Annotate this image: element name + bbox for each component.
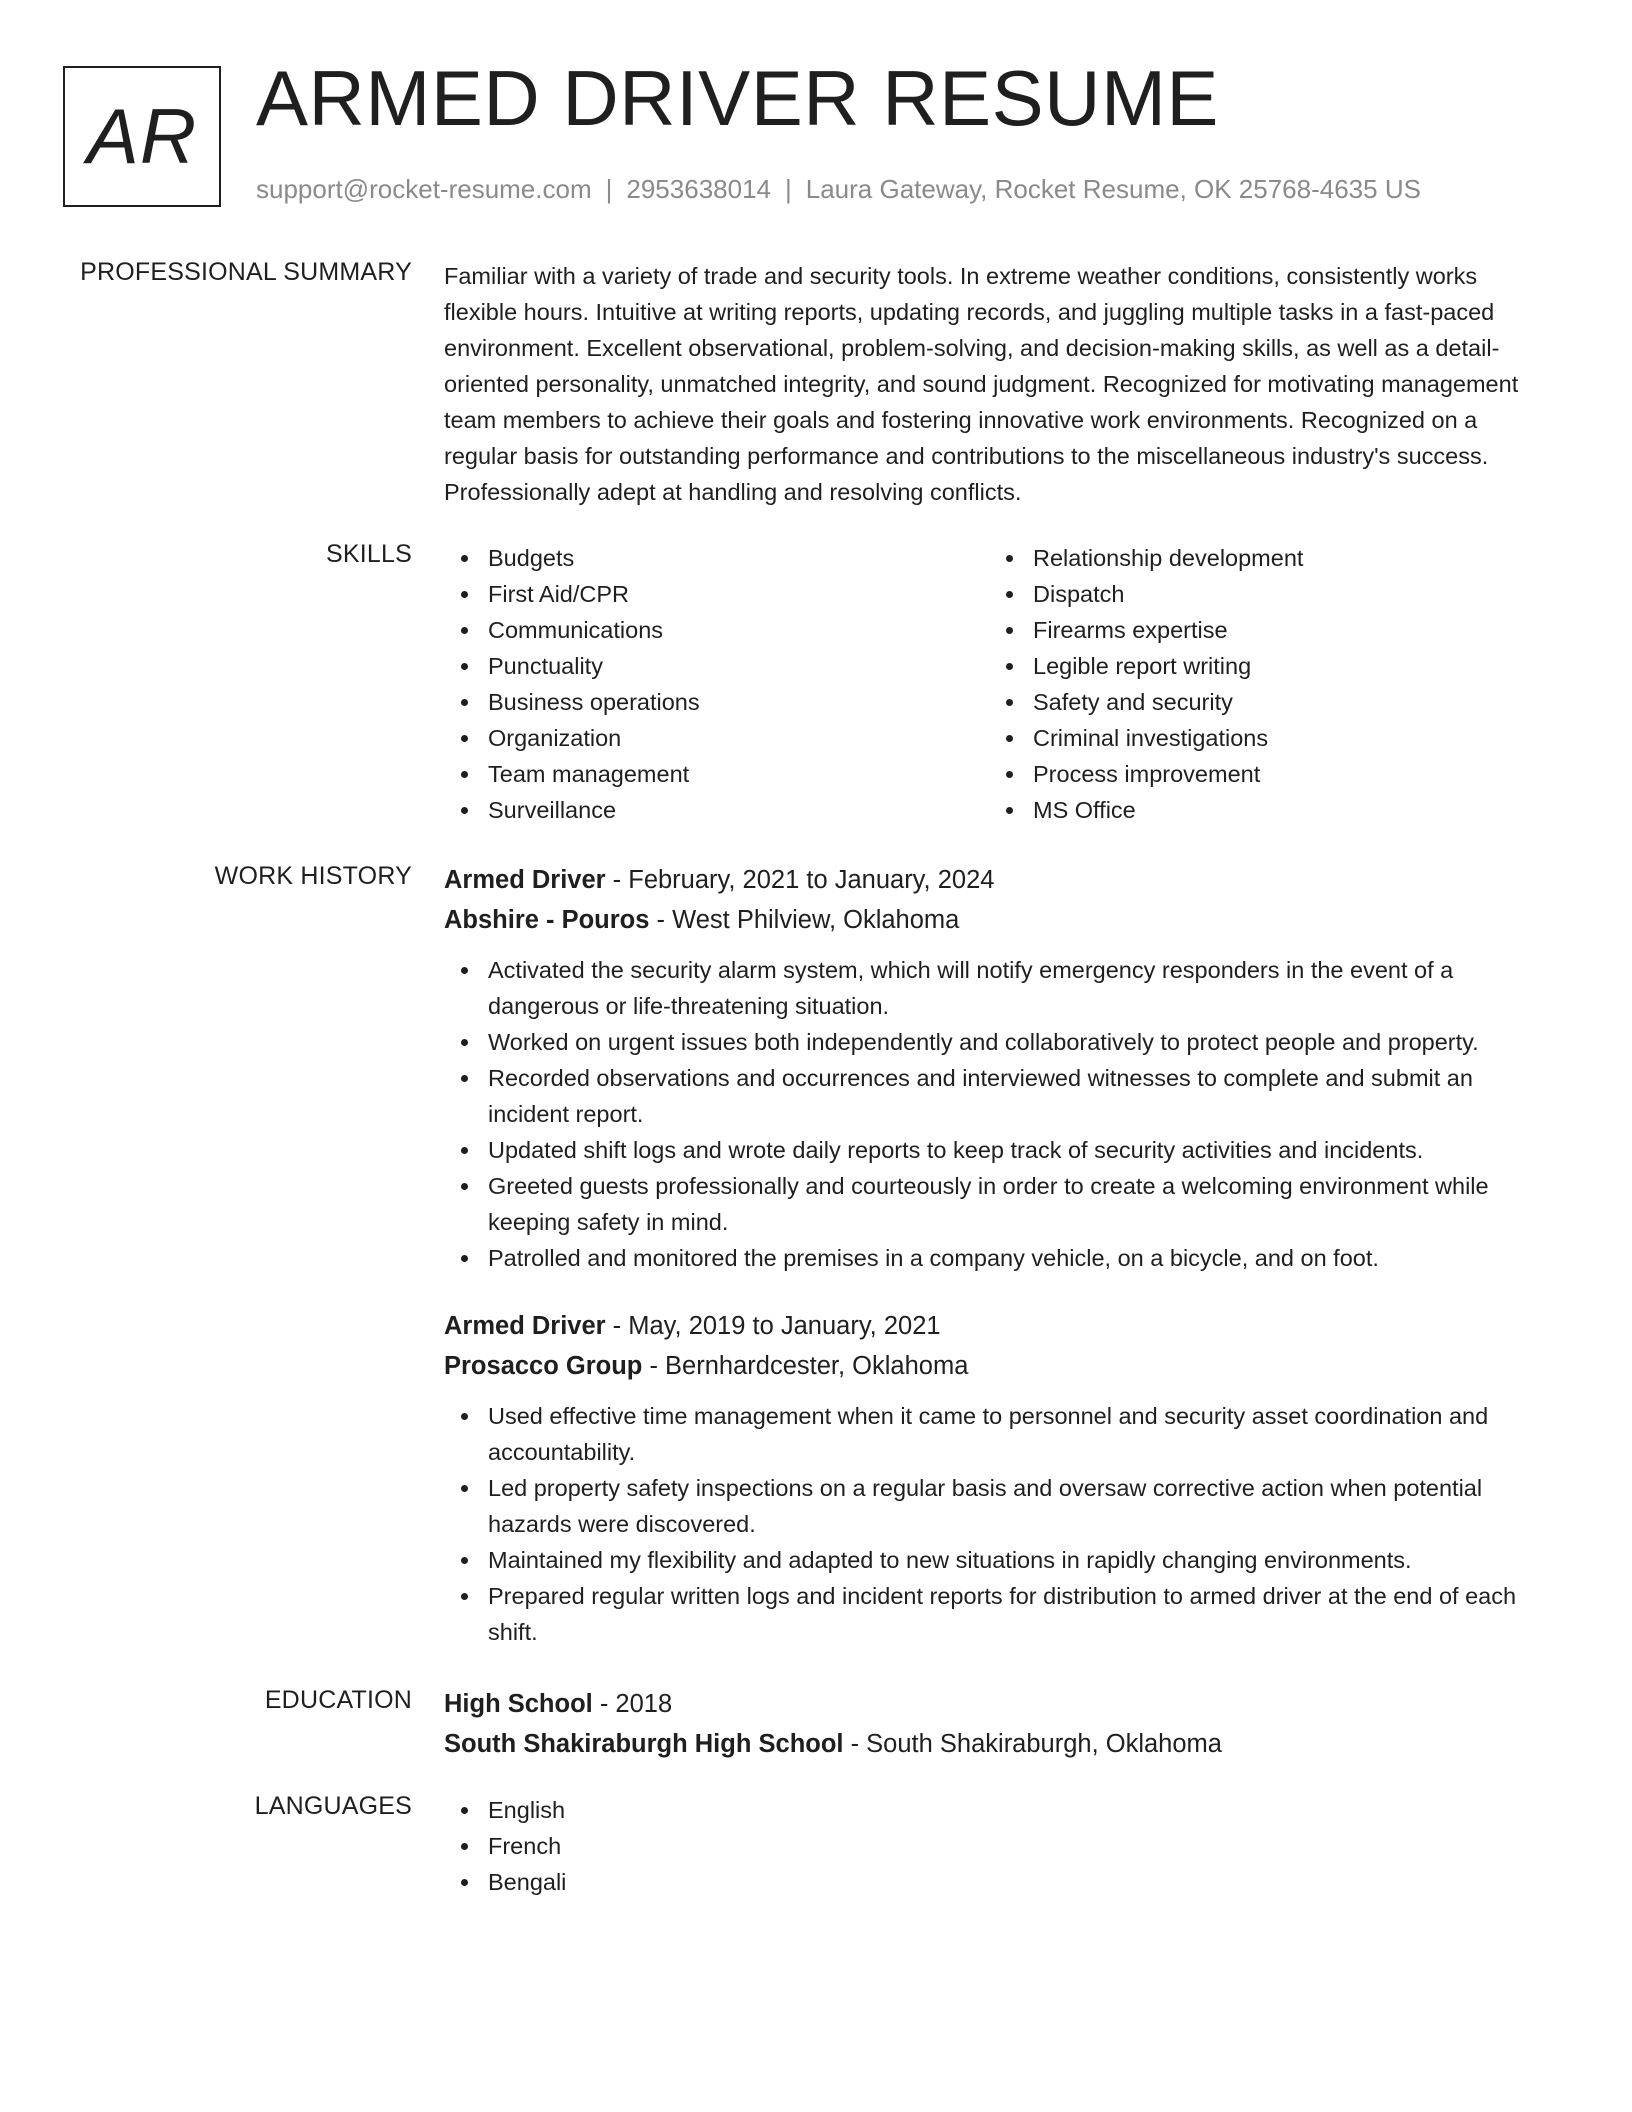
skill-item: Firearms expertise — [1033, 612, 1534, 648]
contact-separator: | — [605, 174, 613, 204]
job-duty: Maintained my flexibility and adapted to new situations in rapidly changing environments. — [488, 1542, 1552, 1578]
job-title: Armed Driver — [444, 1312, 606, 1340]
contact-phone[interactable]: 2953638014 — [626, 174, 771, 204]
skill-item: Business operations — [488, 684, 989, 720]
job-location: - West Philview, Oklahoma — [649, 906, 960, 934]
skill-item: Surveillance — [488, 792, 989, 828]
section-label-summary: PROFESSIONAL SUMMARY — [80, 258, 412, 286]
job-duty: Used effective time management when it came to personnel and security asset coordination and accountability. — [488, 1398, 1552, 1470]
work-history-body — [444, 860, 1552, 1650]
education-school: South Shakiraburgh High School — [444, 1730, 844, 1758]
education-location: - South Shakiraburgh, Oklahoma — [843, 1730, 1222, 1758]
job-entry — [444, 1306, 1552, 1650]
education-school-line — [444, 1724, 1552, 1764]
job-company: Prosacco Group — [444, 1352, 643, 1380]
monogram-logo — [63, 66, 221, 207]
section-label-languages: LANGUAGES — [254, 1792, 412, 1820]
skill-item: Dispatch — [1033, 576, 1534, 612]
job-dates: - February, 2021 to January, 2024 — [605, 866, 995, 894]
job-title: Armed Driver — [444, 866, 606, 894]
job-location: - Bernhardcester, Oklahoma — [642, 1352, 969, 1380]
job-duties — [444, 952, 1552, 1276]
skill-item: Legible report writing — [1033, 648, 1534, 684]
job-company-line — [444, 900, 1552, 940]
skill-item: Relationship development — [1033, 540, 1534, 576]
language-item: Bengali — [488, 1864, 1552, 1900]
summary-text: Familiar with a variety of trade and security tools. In extreme weather conditions, consistently works flexible hours. Intuitive at writing reports, updating records, and juggling multiple tasks in a fast-paced environment. Excellent observational, problem-solving, and decision-making skills, as well as a detail-oriented personality, unmatched integrity, and sound judgment. Recognized for motivating management team members to achieve their goals and fostering innovative work environments. Recognized on a regular basis for outstanding performance and contributions to the miscellaneous industry's success. Professionally adept at handling and resolving conflicts. — [444, 263, 1519, 505]
job-title-line — [444, 860, 1552, 900]
contact-email[interactable]: support@rocket-resume.com — [256, 174, 592, 204]
language-item: French — [488, 1828, 1552, 1864]
job-title-line — [444, 1306, 1552, 1346]
resume-title: ARMED DRIVER RESUME — [256, 54, 1219, 142]
job-duty: Patrolled and monitored the premises in a company vehicle, on a bicycle, and on foot. — [488, 1240, 1552, 1276]
job-duties — [444, 1398, 1552, 1650]
education-body — [444, 1684, 1552, 1764]
skills-grid — [444, 540, 1552, 828]
skill-item: First Aid/CPR — [488, 576, 989, 612]
skill-item: Safety and security — [1033, 684, 1534, 720]
job-duty: Led property safety inspections on a regular basis and oversaw corrective action when potential hazards were discovered. — [488, 1470, 1552, 1542]
contact-separator: | — [785, 174, 792, 204]
job-duty: Worked on urgent issues both independently and collaboratively to protect people and property. — [488, 1024, 1552, 1060]
education-degree-line — [444, 1684, 1552, 1724]
job-duty: Recorded observations and occurrences and interviewed witnesses to complete and submit an incident report. — [488, 1060, 1552, 1132]
section-label-work-history: WORK HISTORY — [214, 862, 412, 890]
skill-item: Criminal investigations — [1033, 720, 1534, 756]
section-label-education: EDUCATION — [264, 1686, 412, 1714]
languages-list — [444, 1792, 1552, 1900]
skill-item: Punctuality — [488, 648, 989, 684]
skill-item: Communications — [488, 612, 989, 648]
job-entry — [444, 860, 1552, 1276]
skill-item: MS Office — [1033, 792, 1534, 828]
skills-column-1 — [444, 540, 989, 828]
skill-item: Organization — [488, 720, 989, 756]
languages-body — [444, 1792, 1552, 1900]
skill-item: Budgets — [488, 540, 989, 576]
contact-address: Laura Gateway, Rocket Resume, OK 25768-4635 US — [805, 174, 1421, 204]
education-year: - 2018 — [592, 1690, 673, 1718]
skill-item: Team management — [488, 756, 989, 792]
job-duty: Activated the security alarm system, which will notify emergency responders in the event of a dangerous or life-threatening situation. — [488, 952, 1552, 1024]
contact-line — [256, 174, 1421, 205]
monogram-text: AR — [86, 92, 198, 180]
job-company: Abshire - Pouros — [444, 906, 650, 934]
skills-column-2 — [989, 540, 1534, 828]
job-company-line — [444, 1346, 1552, 1386]
section-label-skills: SKILLS — [326, 540, 412, 568]
summary-body — [444, 258, 1552, 510]
job-duty: Greeted guests professionally and courteously in order to create a welcoming environment while keeping safety in mind. — [488, 1168, 1552, 1240]
job-duty: Prepared regular written logs and incident reports for distribution to armed driver at the end of each shift. — [488, 1578, 1552, 1650]
education-degree: High School — [444, 1690, 593, 1718]
job-duty: Updated shift logs and wrote daily reports to keep track of security activities and incidents. — [488, 1132, 1552, 1168]
skill-item: Process improvement — [1033, 756, 1534, 792]
job-dates: - May, 2019 to January, 2021 — [605, 1312, 941, 1340]
language-item: English — [488, 1792, 1552, 1828]
